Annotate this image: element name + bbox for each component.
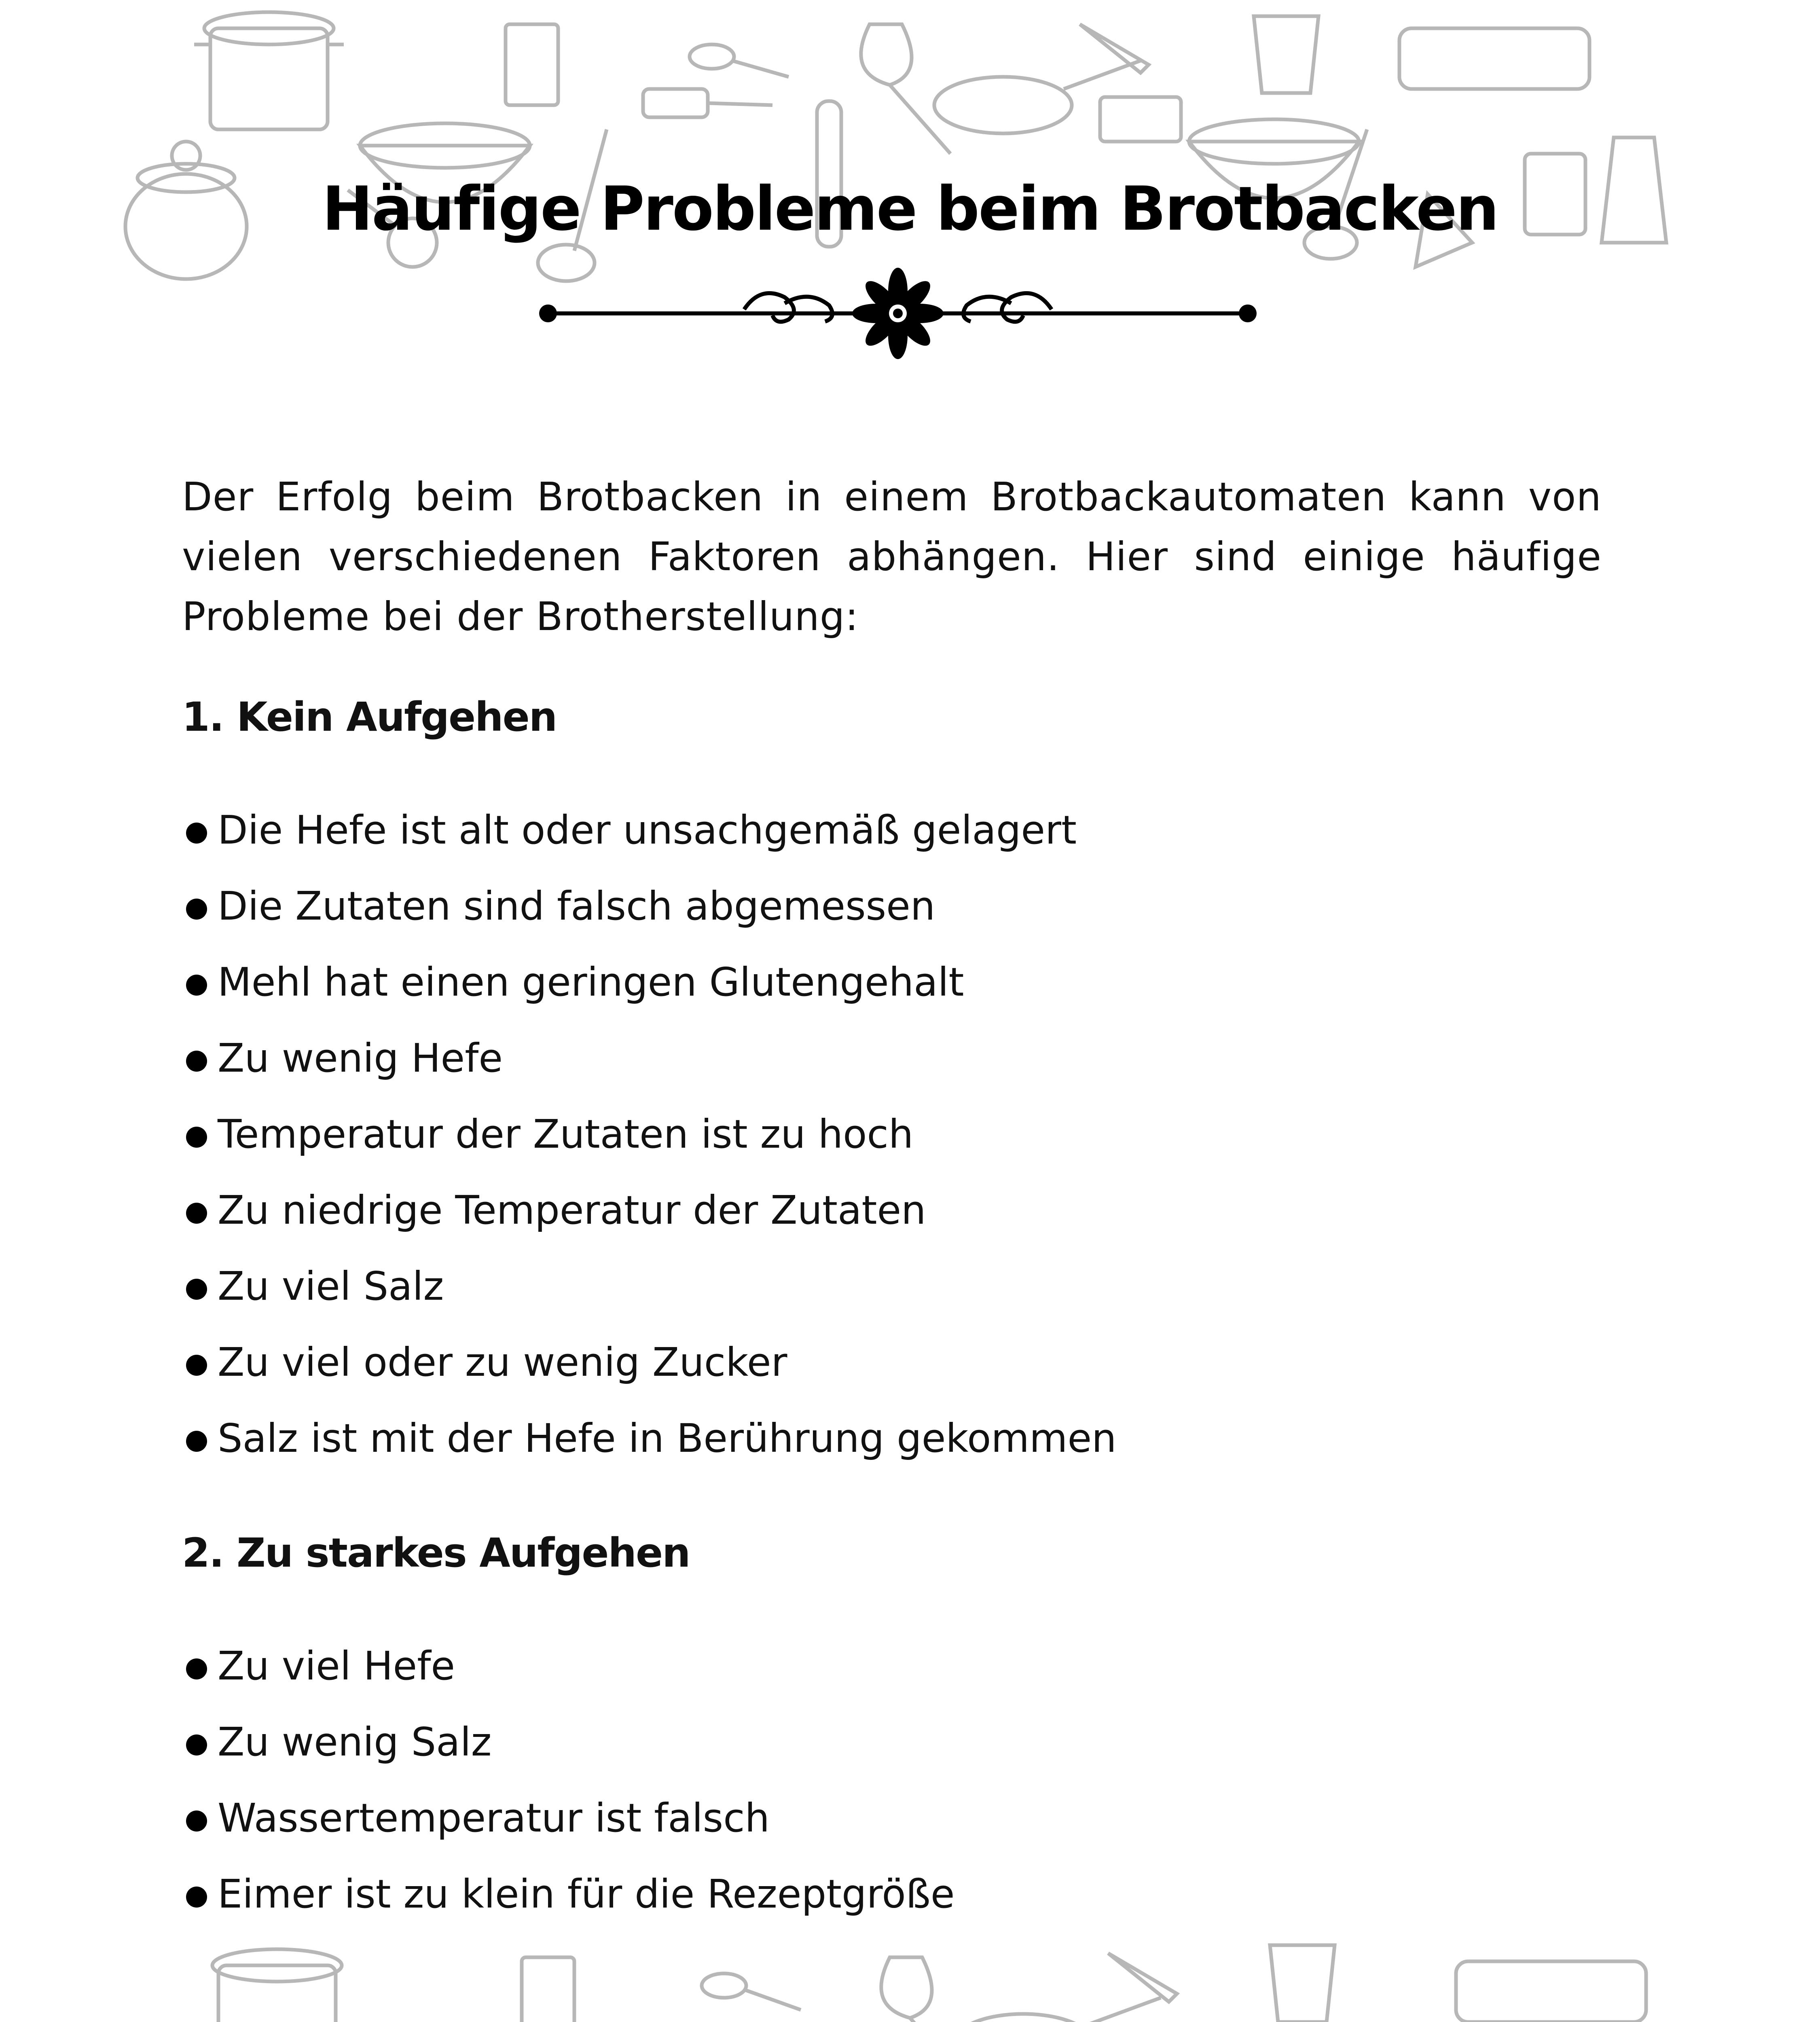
bullet-icon [186,1734,207,1756]
bullet-icon [186,1279,207,1300]
list-item-text: Mehl hat einen geringen Glutengehalt [218,959,964,1005]
bullet-icon [186,1431,207,1452]
list-item [182,1096,1602,1172]
page-title: Häufige Probleme beim Brotbacken [322,174,1498,244]
list-item [182,1780,1602,1856]
list-item-text: Zu wenig Hefe [218,1035,503,1081]
bullet-icon [186,899,207,920]
kitchen-utensils-icon [121,1933,1699,2022]
list-item [182,1628,1602,1704]
intro-paragraph: Der Erfolg beim Brotbacken in einem Brotbackautomaten kann von vielen verschiedenen Faktoren abhängen. Hier sind einige häufige Probleme bei der Brotherstellung: [182,474,1602,639]
ornamental-flower-icon [534,265,1262,362]
list-item [182,1704,1602,1780]
list-item-text: Zu viel Hefe [218,1643,455,1689]
list-item-text: Salz ist mit der Hefe in Berührung gekommen [218,1415,1117,1461]
bullet-icon [186,1203,207,1224]
problem-list-zu-starkes-aufgehen [182,1628,1602,1932]
list-item-text: Die Zutaten sind falsch abgemessen [218,883,935,929]
bullet-icon [186,1051,207,1072]
list-item-text: Temperatur der Zutaten ist zu hoch [218,1111,914,1157]
bullet-icon [186,1127,207,1148]
list-item-text: Zu viel Salz [218,1263,444,1309]
bullet-icon [186,1355,207,1376]
ornamental-divider [534,265,1262,362]
kitchen-utensils-decoration-top [121,0,1699,307]
list-item [182,1324,1602,1400]
list-item-text: Wassertemperatur ist falsch [218,1795,770,1841]
section-heading-kein-aufgehen: 1. Kein Aufgehen [182,694,557,740]
bullet-icon [186,1887,207,1908]
list-item [182,1856,1602,1932]
problem-list-kein-aufgehen [182,792,1602,1476]
bullet-icon [186,975,207,996]
list-item [182,1400,1602,1476]
list-item [182,1020,1602,1096]
list-item-text: Eimer ist zu klein für die Rezeptgröße [218,1871,955,1917]
list-item-text: Zu wenig Salz [218,1719,492,1765]
bullet-icon [186,823,207,844]
kitchen-utensils-decoration-bottom [121,1933,1699,2022]
list-item-text: Die Hefe ist alt oder unsachgemäß gelagert [218,807,1077,853]
kitchen-utensils-icon [121,0,1699,307]
main-content [182,467,1602,1979]
list-item-text: Zu niedrige Temperatur der Zutaten [218,1187,926,1233]
list-item [182,868,1602,944]
bullet-icon [186,1658,207,1679]
list-item [182,792,1602,868]
list-item-text: Zu viel oder zu wenig Zucker [218,1339,787,1385]
list-item [182,944,1602,1020]
section-heading-zu-starkes-aufgehen: 2. Zu starkes Aufgehen [182,1530,690,1576]
bullet-icon [186,1810,207,1832]
list-item [182,1248,1602,1324]
list-item [182,1172,1602,1248]
